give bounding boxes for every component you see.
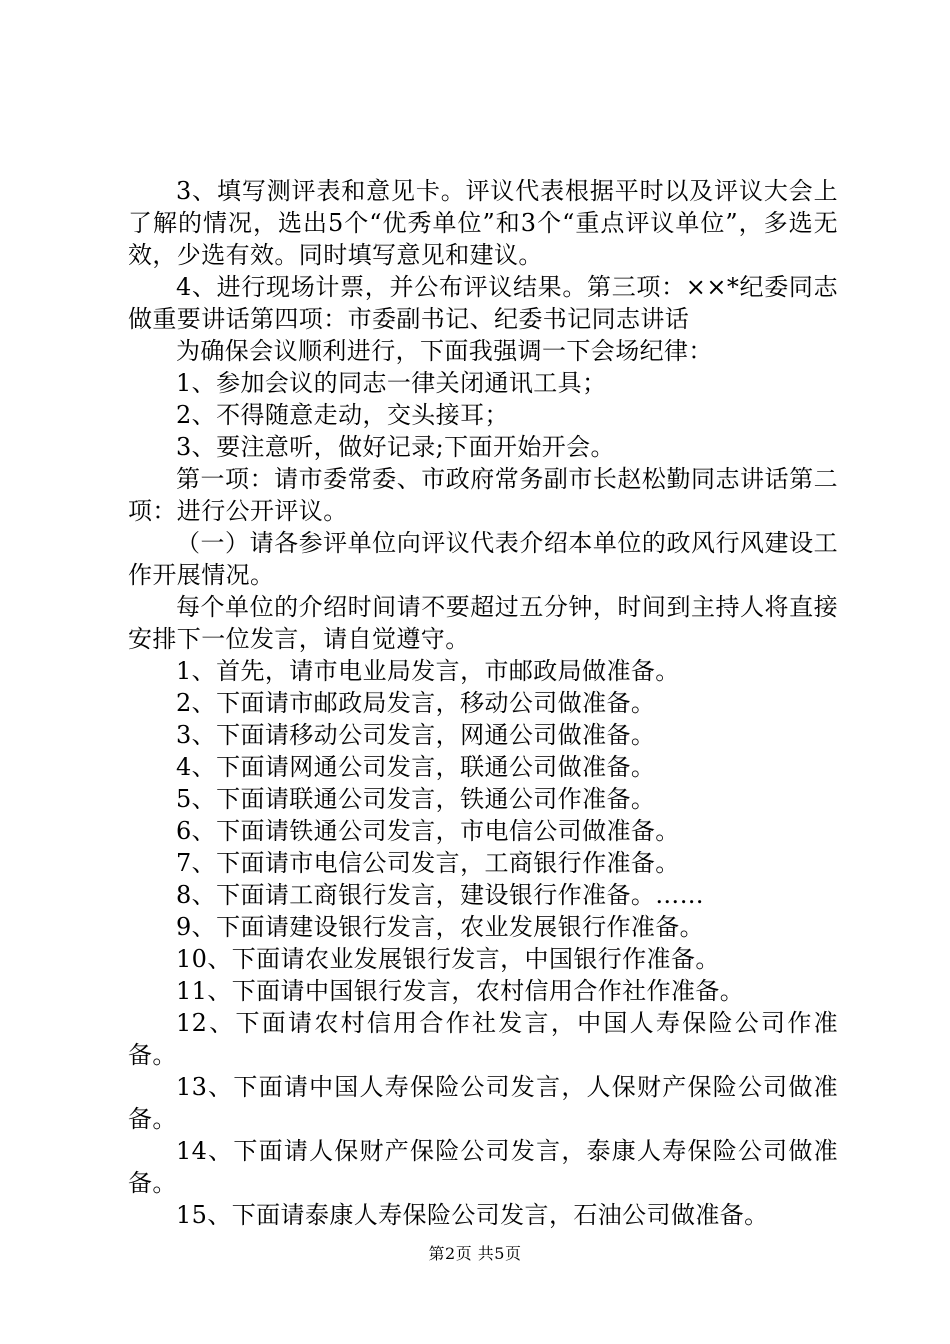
paragraph: 9、下面请建设银行发言，农业发展银行作准备。: [176, 913, 705, 941]
paragraph: 3、要注意听，做好记录;下面开始开会。: [176, 433, 615, 461]
paragraph: 2、不得随意走动，交头接耳；: [176, 401, 509, 429]
paragraph: 2、下面请市邮政局发言，移动公司做准备。: [176, 689, 656, 717]
paragraph: 13、下面请中国人寿保险公司发言，人保财产保险公司做准备。: [128, 1073, 838, 1133]
paragraph: 5、下面请联通公司发言，铁通公司作准备。: [176, 785, 656, 813]
paragraph: 4、下面请网通公司发言，联通公司做准备。: [176, 753, 656, 781]
paragraph: 为确保会议顺利进行，下面我强调一下会场纪律：: [176, 337, 713, 365]
paragraph: 4、进行现场计票，并公布评议结果。第三项：××*纪委同志做重要讲话第四项：市委副书记、纪委书记同志讲话: [128, 273, 838, 333]
paragraph: 7、下面请市电信公司发言，工商银行作准备。: [176, 849, 680, 877]
paragraph: 8、下面请工商银行发言，建设银行作准备。……: [176, 881, 705, 909]
paragraph: 每个单位的介绍时间请不要超过五分钟，时间到主持人将直接安排下一位发言，请自觉遵守。: [128, 593, 838, 653]
document-body: [128, 175, 838, 1231]
paragraph: 12、下面请农村信用合作社发言，中国人寿保险公司作准备。: [128, 1009, 838, 1069]
paragraph: 第一项：请市委常委、市政府常务副市长赵松勤同志讲话第二项：进行公开评议。: [128, 465, 838, 525]
paragraph: （一）请各参评单位向评议代表介绍本单位的政风行风建设工作开展情况。: [128, 529, 838, 589]
paragraph: 1、首先，请市电业局发言，市邮政局做准备。: [176, 657, 680, 685]
page-number-footer: 第2页 共5页: [428, 1244, 522, 1263]
paragraph: 1、参加会议的同志一律关闭通讯工具；: [176, 369, 607, 397]
paragraph: 11、下面请中国银行发言，农村信用合作社作准备。: [176, 977, 745, 1005]
paragraph: 15、下面请泰康人寿保险公司发言，石油公司做准备。: [176, 1201, 769, 1229]
paragraph: 10、下面请农业发展银行发言，中国银行作准备。: [176, 945, 720, 973]
paragraph: 6、下面请铁通公司发言，市电信公司做准备。: [176, 817, 680, 845]
paragraph: 3、下面请移动公司发言，网通公司做准备。: [176, 721, 656, 749]
paragraph: 14、下面请人保财产保险公司发言，泰康人寿保险公司做准备。: [128, 1137, 838, 1197]
paragraph: 3、填写测评表和意见卡。评议代表根据平时以及评议大会上了解的情况，选出5个“优秀单位”和3个“重点评议单位”，多选无效，少选有效。同时填写意见和建议。: [128, 177, 838, 269]
